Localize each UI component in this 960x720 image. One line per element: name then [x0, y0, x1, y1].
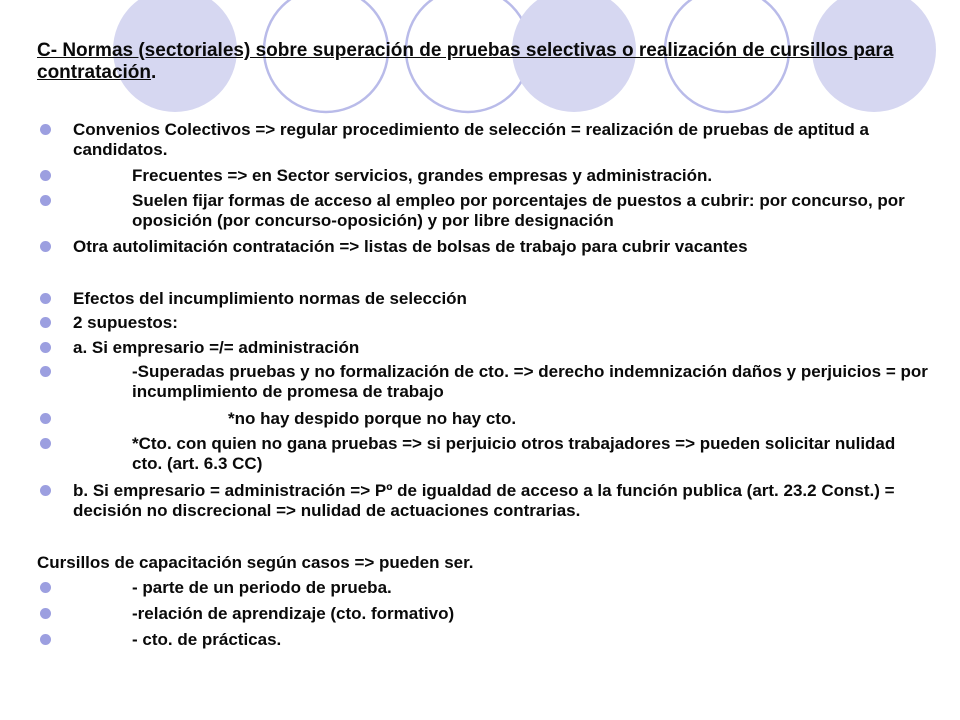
bullet-icon — [40, 413, 51, 424]
list-item-text: *Cto. con quien no gana pruebas => si perjuicio otros trabajadores => pueden solicitar nulidad cto. (art. 6.3 CC) — [132, 434, 896, 473]
bullet-icon — [40, 342, 51, 353]
bullet-icon — [40, 608, 51, 619]
list-item-text: Otra autolimitación contratación => listas de bolsas de trabajo para cubrir vacantes — [73, 237, 748, 256]
bullet-icon — [40, 634, 51, 645]
list-item-text: -relación de aprendizaje (cto. formativo) — [132, 604, 455, 623]
bullet-icon — [40, 241, 51, 252]
slide-title — [37, 40, 937, 84]
list-item-text: Frecuentes => en Sector servicios, grandes empresas y administración. — [132, 166, 713, 185]
list-item-text: *no hay despido porque no hay cto. — [228, 409, 517, 428]
bullet-icon — [40, 170, 51, 181]
slide-title-text: C- Normas (sectoriales) sobre superación de pruebas selectivas o realización de cursillos para contratación — [37, 40, 894, 83]
list-item-text: -Superadas pruebas y no formalización de cto. => derecho indemnización daños y perjuicios = por incumplimiento de promesa de trabajo — [132, 362, 928, 401]
bullet-icon — [40, 366, 51, 377]
list-item-text: a. Si empresario =/= administración — [73, 338, 360, 357]
bullet-icon — [40, 485, 51, 496]
subheading-text: Cursillos de capacitación según casos => pueden ser. — [37, 553, 474, 572]
list-item-text: 2 supuestos: — [73, 313, 178, 332]
bullet-icon — [40, 582, 51, 593]
list-item-text: - cto. de prácticas. — [132, 630, 282, 649]
slide-title-period: . — [151, 62, 157, 83]
bullet-icon — [40, 195, 51, 206]
bullet-icon — [40, 438, 51, 449]
bullet-icon — [40, 317, 51, 328]
list-item-text: Suelen fijar formas de acceso al empleo por porcentajes de puestos a cubrir: por concurso, por oposición (por concurso-oposición) y por libre designación — [132, 191, 905, 230]
list-item-text: Efectos del incumplimiento normas de selección — [73, 289, 467, 308]
bullet-icon — [40, 293, 51, 304]
list-item-text: b. Si empresario = administración => Pº de igualdad de acceso a la función publica (art. 23.2 Const.) = decisión no discrecional => nulidad de actuaciones contrarias. — [73, 481, 895, 520]
list-item-text: - parte de un periodo de prueba. — [132, 578, 392, 597]
bullet-icon — [40, 124, 51, 135]
list-item-text: Convenios Colectivos => regular procedimiento de selección = realización de pruebas de aptitud a candidatos. — [73, 120, 869, 159]
